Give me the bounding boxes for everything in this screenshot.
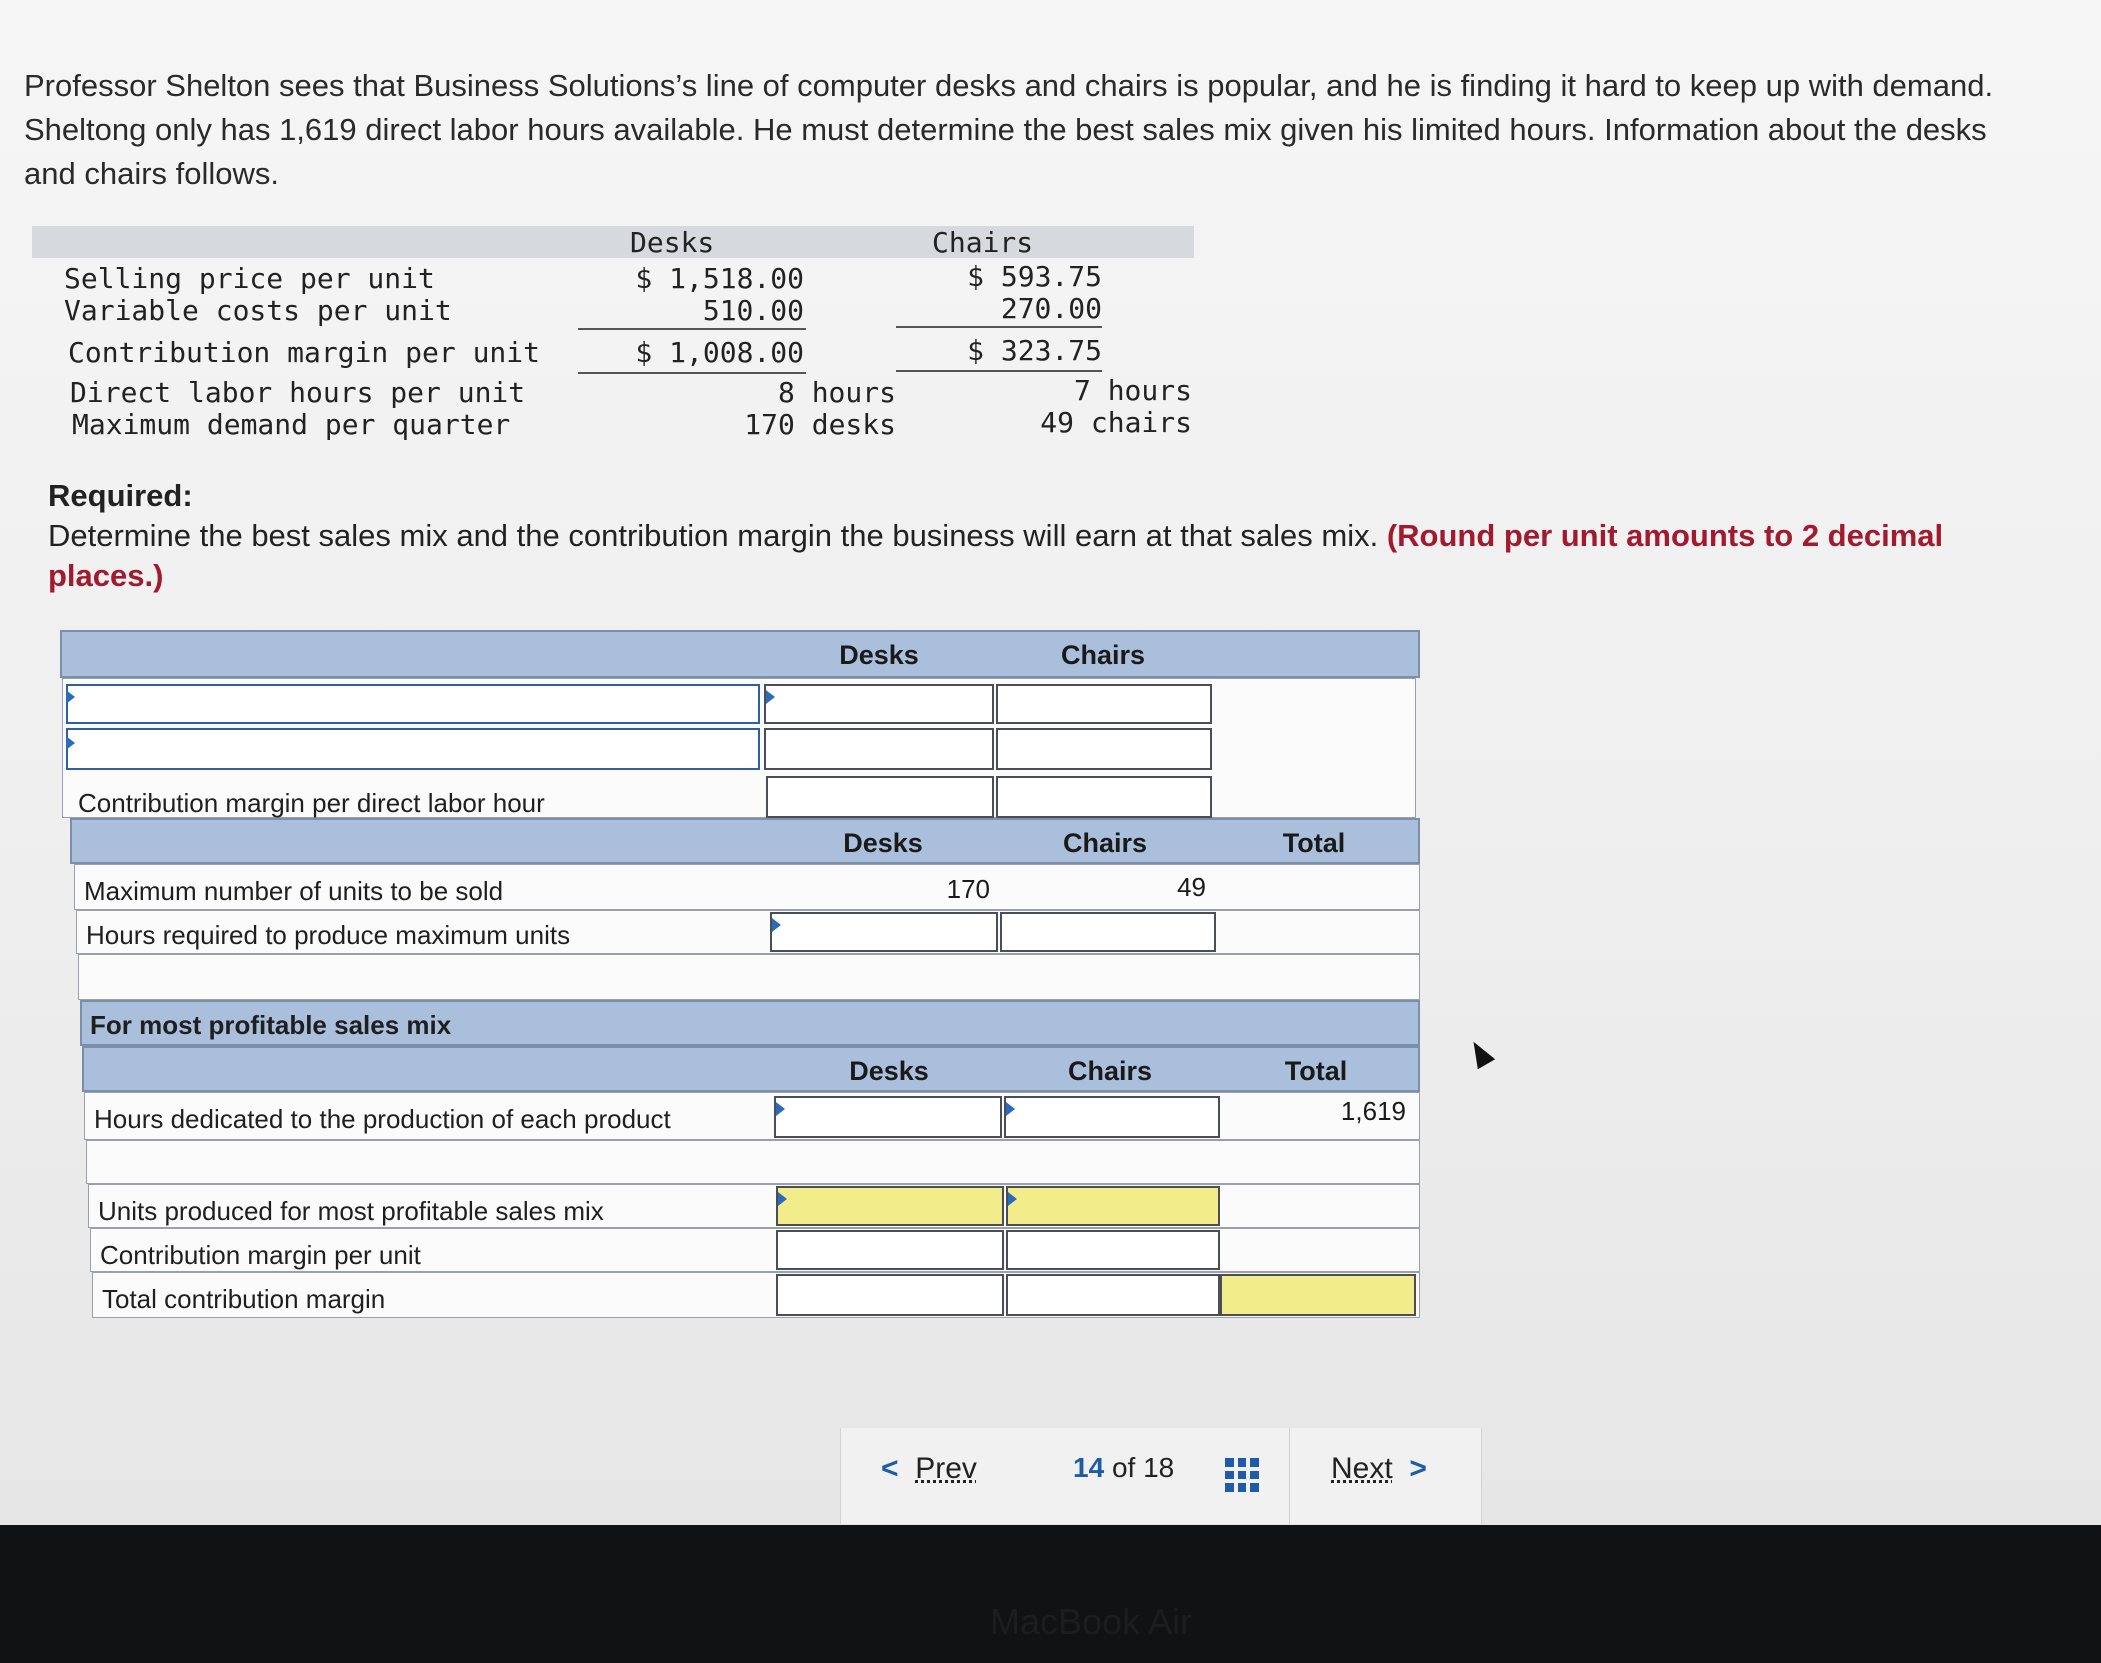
hours-dedicated-label: Hours dedicated to the production of each product — [94, 1104, 671, 1134]
total-cm-total-input[interactable] — [1220, 1274, 1416, 1316]
info-row-label: Maximum demand per quarter — [72, 408, 511, 441]
row2-desks-input[interactable] — [764, 728, 994, 770]
answer-grid — [60, 630, 1420, 1330]
row1-desks-input[interactable] — [764, 684, 994, 724]
row-marker-icon — [776, 1102, 785, 1116]
info-desks-value: $ 1,008.00 — [635, 336, 804, 369]
info-chairs-value: $ 323.75 — [967, 334, 1102, 367]
cm-per-hour-chairs-input[interactable] — [996, 776, 1212, 818]
col-desks-header: Desks — [839, 640, 919, 670]
col-chairs-header: Chairs — [1067, 1056, 1153, 1086]
cm-per-unit-desks-input[interactable] — [776, 1230, 1004, 1270]
info-table — [32, 226, 1194, 446]
section3-title: For most profitable sales mix — [90, 1010, 452, 1040]
problem-intro: Professor Shelton sees that Business Solutions’s line of computer desks and chairs is popular, and he is finding it hard to keep up with demand. Sheltong only has 1,619 direct labor hours available. He must determine the best sales mix given his limited hours. Information about the desks and chairs follows. — [24, 68, 1994, 191]
col-chairs-header: Chairs — [1062, 828, 1148, 858]
question-nav — [840, 1428, 1482, 1524]
row-marker-icon — [772, 918, 781, 932]
nav-divider — [1289, 1428, 1290, 1524]
row1-label-select[interactable] — [66, 684, 760, 724]
units-produced-chairs-input[interactable] — [1006, 1186, 1220, 1226]
of-text: of — [1111, 1452, 1136, 1483]
col-desks-header: Desks — [849, 1056, 929, 1086]
bezel-brand-text: MacBook Air — [990, 1601, 1193, 1642]
info-row-label: Variable costs per unit — [64, 294, 452, 327]
info-col-chairs: Chairs — [932, 226, 1034, 259]
hours-required-label: Hours required to produce maximum units — [86, 920, 571, 950]
units-produced-desks-input[interactable] — [776, 1186, 1004, 1226]
col-desks-header: Desks — [843, 828, 923, 858]
prev-label: Prev — [915, 1452, 977, 1485]
row-marker-icon — [1006, 1102, 1015, 1116]
info-desks-value: $ 1,518.00 — [635, 262, 804, 295]
hours-dedicated-chairs-input[interactable] — [1004, 1096, 1220, 1138]
info-chairs-value: 7 hours — [1073, 374, 1192, 407]
col-total-header: Total — [1284, 1056, 1348, 1086]
total-cm-chairs-input[interactable] — [1006, 1274, 1220, 1316]
col-chairs-header: Chairs — [1060, 640, 1146, 670]
info-row-label: Contribution margin per unit — [68, 336, 541, 369]
section1-header — [60, 630, 1420, 678]
info-col-desks: Desks — [630, 226, 715, 259]
question-grid-icon[interactable] — [1225, 1458, 1259, 1492]
info-desks-value: 8 hours — [777, 376, 896, 409]
info-desks-value: 170 desks — [744, 408, 896, 441]
chevron-left-icon: < — [881, 1452, 899, 1485]
cm-per-hour-desks-input[interactable] — [766, 776, 994, 818]
info-total-rule — [896, 370, 1102, 372]
info-chairs-value: 270.00 — [1000, 292, 1102, 325]
row2-chairs-input[interactable] — [996, 728, 1212, 770]
col-total-header: Total — [1282, 828, 1346, 858]
spacer-row — [86, 1140, 1420, 1184]
prev-button[interactable] — [881, 1452, 977, 1486]
hours-required-desks-input[interactable] — [770, 912, 998, 952]
cm-per-hour-label: Contribution margin per direct labor hour — [78, 788, 545, 818]
current-question: 14 — [1073, 1452, 1105, 1483]
hours-dedicated-desks-input[interactable] — [774, 1096, 1002, 1138]
spacer-row — [78, 954, 1420, 1000]
info-desks-value: 510.00 — [702, 294, 804, 327]
next-button[interactable] — [1331, 1452, 1427, 1486]
cm-per-unit-chairs-input[interactable] — [1006, 1230, 1220, 1270]
row2-label-select[interactable] — [66, 728, 760, 770]
rounding-note: (Round per unit amounts to 2 decimal places.) — [48, 518, 1944, 593]
mouse-pointer-icon — [1465, 1037, 1495, 1070]
info-chairs-value: $ 593.75 — [967, 260, 1102, 293]
required-text: Determine the best sales mix and the contribution margin the business will earn at that sales mix. — [48, 518, 1379, 553]
total-questions: 18 — [1143, 1452, 1175, 1483]
next-label: Next — [1331, 1452, 1393, 1485]
total-cm-label: Total contribution margin — [102, 1284, 386, 1314]
row-marker-icon — [66, 736, 75, 750]
required-heading: Required: — [48, 478, 193, 513]
laptop-bezel — [0, 1525, 2101, 1663]
max-units-label: Maximum number of units to be sold — [84, 876, 504, 906]
question-position — [1073, 1452, 1174, 1484]
row-marker-icon — [66, 690, 75, 704]
row-marker-icon — [778, 1192, 787, 1206]
max-units-chairs-value: 49 — [1177, 872, 1206, 902]
info-total-rule — [578, 372, 806, 374]
row-marker-icon — [766, 690, 775, 704]
chevron-right-icon: > — [1409, 1452, 1427, 1485]
row-marker-icon — [1008, 1192, 1017, 1206]
hours-dedicated-total-value: 1,619 — [1340, 1096, 1406, 1126]
info-chairs-value: 49 chairs — [1040, 406, 1192, 439]
row1-chairs-input[interactable] — [996, 684, 1212, 724]
hours-required-chairs-input[interactable] — [1000, 912, 1216, 952]
info-subtotal-rule — [896, 326, 1102, 328]
required-section — [48, 476, 1948, 596]
cm-per-unit-label: Contribution margin per unit — [100, 1240, 421, 1270]
total-cm-desks-input[interactable] — [776, 1274, 1004, 1316]
info-row-label: Direct labor hours per unit — [70, 376, 526, 409]
max-units-desks-value: 170 — [946, 874, 990, 904]
units-produced-label: Units produced for most profitable sales mix — [98, 1196, 604, 1226]
info-row-label: Selling price per unit — [64, 262, 435, 295]
info-subtotal-rule — [578, 328, 806, 330]
